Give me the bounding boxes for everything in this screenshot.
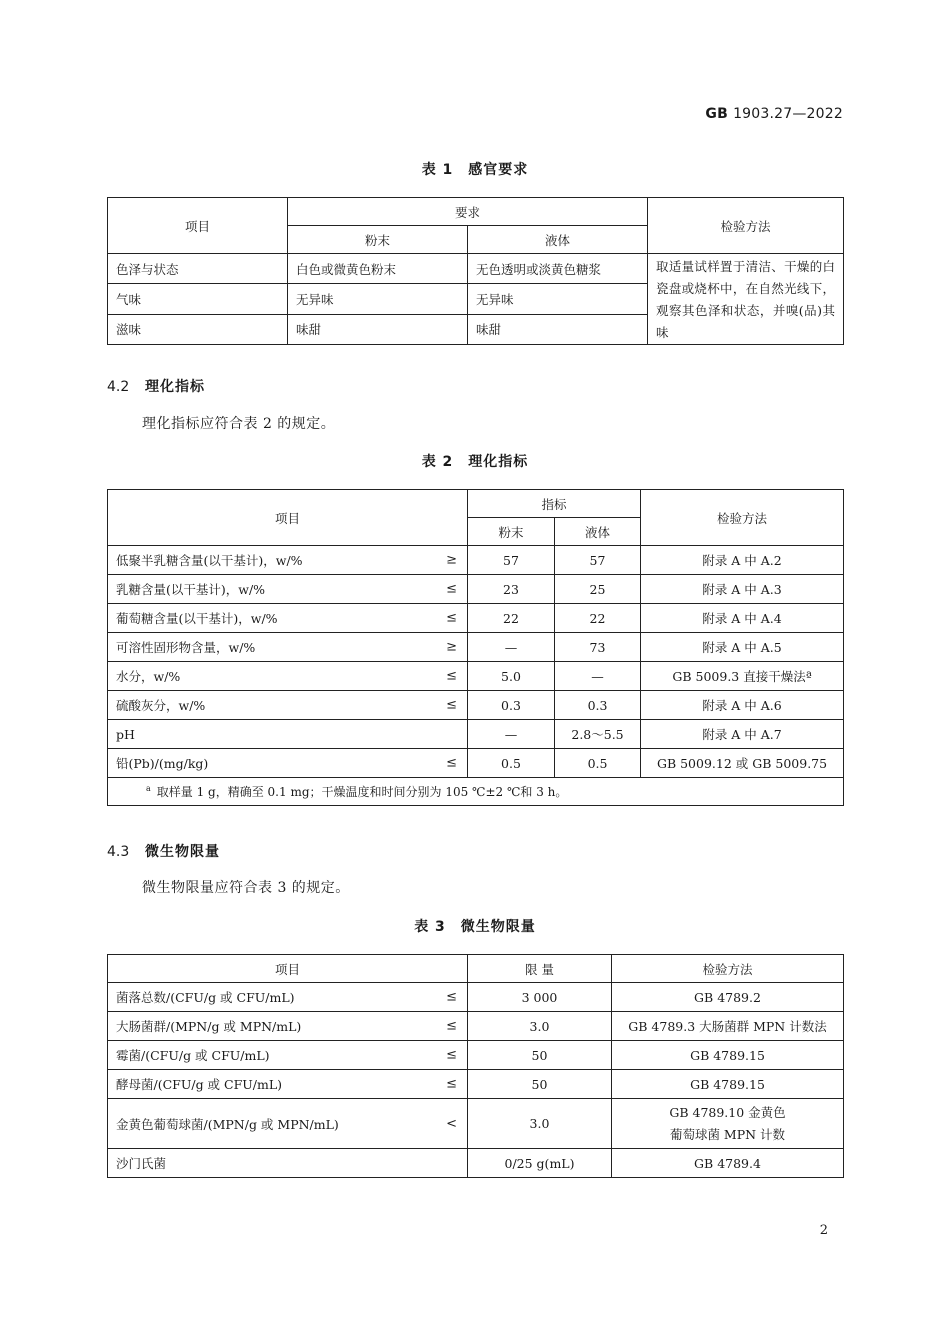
comparison-symbol: ≤ (446, 1047, 457, 1063)
t1-cell-item: 气味 (108, 284, 288, 314)
t3-cell-item: 酵母菌/(CFU/g 或 CFU/mL) (116, 1077, 283, 1092)
t1-head-powder: 粉末 (288, 226, 468, 254)
t1-head-item: 项目 (108, 198, 288, 254)
comparison-symbol: ≤ (446, 697, 457, 713)
table-row (108, 662, 844, 691)
t2-cell-item: 硫酸灰分，w/% (116, 698, 206, 713)
table-row (108, 749, 844, 778)
t2-head-index: 指标 (468, 490, 641, 518)
table-row (108, 546, 844, 575)
t2-cell-item: 乳糖含量(以干基计)，w/% (116, 582, 266, 597)
table3-caption: 表 3 微生物限量 (414, 919, 536, 935)
t1-cell-liquid: 无异味 (468, 284, 648, 314)
t2-cell-method: 附录 A 中 A.7 (641, 720, 844, 749)
t3-cell-item: 大肠菌群/(MPN/g 或 MPN/mL) (116, 1019, 302, 1034)
table3-microbial (107, 954, 844, 1178)
t3-cell-item: 沙门氏菌 (116, 1156, 167, 1171)
table-row (108, 1070, 844, 1099)
t3-cell-method: GB 4789.2 (612, 983, 844, 1012)
t2-head-powder: 粉末 (468, 518, 555, 546)
comparison-symbol: < (446, 1116, 457, 1131)
t3-head-item: 项目 (108, 955, 468, 983)
table-row (108, 1149, 844, 1178)
t2-cell-powder: 0.3 (468, 691, 555, 720)
t2-cell-method: 附录 A 中 A.6 (641, 691, 844, 720)
t2-cell-liquid: — (555, 662, 641, 691)
t3-cell-method: GB 4789.3 大肠菌群 MPN 计数法 (612, 1012, 844, 1041)
t2-cell-method: 附录 A 中 A.2 (641, 546, 844, 575)
comparison-symbol: ≥ (446, 639, 457, 655)
t2-cell-powder: — (468, 633, 555, 662)
table2-caption: 表 2 理化指标 (421, 454, 529, 470)
table-row (108, 983, 844, 1012)
t2-cell-item: 铅(Pb)/(mg/kg) (116, 756, 209, 771)
section-number: 4.2 (107, 379, 130, 395)
comparison-symbol: ≤ (446, 668, 457, 684)
t1-head-method: 检验方法 (648, 198, 844, 254)
t2-cell-powder: 23 (468, 575, 555, 604)
t1-cell-liquid: 无色透明或淡黄色糖浆 (468, 254, 648, 284)
table-row (108, 720, 844, 749)
standard-header (705, 106, 843, 122)
t3-cell-method: GB 4789.4 (612, 1149, 844, 1178)
t2-cell-powder: 0.5 (468, 749, 555, 778)
t2-cell-liquid: 25 (555, 575, 641, 604)
t2-cell-liquid: 57 (555, 546, 641, 575)
t3-cell-limit: 3 000 (468, 983, 612, 1012)
t1-head-requirement: 要求 (288, 198, 648, 226)
t3-cell-limit: 0/25 g(mL) (468, 1149, 612, 1178)
t2-head-item: 项目 (108, 490, 468, 546)
t2-cell-item: 低聚半乳糖含量(以干基计)，w/% (116, 553, 303, 568)
t2-cell-item: 葡萄糖含量(以干基计)，w/% (116, 611, 278, 626)
method-line-1: GB 4789.10 金黄色 (669, 1104, 786, 1120)
t3-cell-item: 霉菌/(CFU/g 或 CFU/mL) (116, 1048, 270, 1063)
comparison-symbol: ≤ (446, 755, 457, 771)
table-row (108, 1012, 844, 1041)
section-title: 微生物限量 (145, 844, 220, 860)
t2-cell-method: 附录 A 中 A.4 (641, 604, 844, 633)
comparison-symbol: ≤ (446, 1018, 457, 1034)
comparison-symbol: ≤ (446, 581, 457, 597)
t2-cell-powder: 57 (468, 546, 555, 575)
table-row (108, 1099, 844, 1149)
section-title: 理化指标 (145, 379, 205, 395)
t1-head-liquid: 液体 (468, 226, 648, 254)
standard-prefix: GB (705, 106, 728, 122)
t1-cell-powder: 白色或微黄色粉末 (288, 254, 468, 284)
table-row (108, 691, 844, 720)
t2-cell-item: 可溶性固形物含量，w/% (116, 640, 256, 655)
t2-cell-liquid: 22 (555, 604, 641, 633)
section-4-2-text: 理化指标应符合表 2 的规定。 (142, 416, 336, 432)
section-4-2-heading (107, 376, 205, 396)
t3-cell-item: 金黄色葡萄球菌/(MPN/g 或 MPN/mL) (116, 1116, 339, 1132)
t2-head-liquid: 液体 (555, 518, 641, 546)
t2-head-method: 检验方法 (641, 490, 844, 546)
t3-cell-limit: 50 (468, 1070, 612, 1099)
page-number: 2 (819, 1223, 828, 1238)
t2-cell-method: 附录 A 中 A.5 (641, 633, 844, 662)
section-4-3-text: 微生物限量应符合表 3 的规定。 (142, 880, 350, 896)
t2-cell-method: 附录 A 中 A.3 (641, 575, 844, 604)
t2-cell-powder: 5.0 (468, 662, 555, 691)
standard-number: 1903.27—2022 (733, 106, 843, 122)
t1-cell-powder: 无异味 (288, 284, 468, 314)
t2-cell-liquid: 0.5 (555, 749, 641, 778)
table-row (108, 604, 844, 633)
footnote-mark: a (146, 784, 151, 793)
t2-cell-item: 水分，w/% (116, 669, 181, 684)
t2-footnote (108, 778, 844, 806)
comparison-symbol: ≤ (446, 610, 457, 626)
comparison-symbol: ≤ (446, 989, 457, 1005)
t1-cell-item: 滋味 (108, 314, 288, 344)
t3-cell-method: GB 4789.15 (612, 1070, 844, 1099)
t3-cell-limit: 3.0 (468, 1012, 612, 1041)
t3-head-method: 检验方法 (612, 955, 844, 983)
table-row (108, 1041, 844, 1070)
t1-cell-item: 色泽与状态 (108, 254, 288, 284)
t3-cell-item: 菌落总数/(CFU/g 或 CFU/mL) (116, 990, 295, 1005)
comparison-symbol: ≥ (446, 552, 457, 568)
t1-cell-liquid: 味甜 (468, 314, 648, 344)
table1-sensory (107, 197, 844, 345)
t2-cell-method: GB 5009.12 或 GB 5009.75 (641, 749, 844, 778)
table-row (108, 575, 844, 604)
t3-cell-method (612, 1099, 844, 1149)
t3-cell-limit: 50 (468, 1041, 612, 1070)
t3-head-limit: 限 量 (468, 955, 612, 983)
t3-cell-method: GB 4789.15 (612, 1041, 844, 1070)
footnote-text: 取样量 1 g，精确至 0.1 mg；干燥温度和时间分别为 105 ℃±2 ℃和 3 h。 (156, 785, 568, 799)
t2-cell-powder: 22 (468, 604, 555, 633)
t2-cell-powder: — (468, 720, 555, 749)
t2-cell-liquid: 2.8～5.5 (555, 720, 641, 749)
section-number: 4.3 (107, 844, 130, 860)
t3-cell-limit: 3.0 (468, 1099, 612, 1149)
method-line-2: 葡萄球菌 MPN 计数 (669, 1126, 786, 1142)
t2-cell-method: GB 5009.3 直接干燥法ª (641, 662, 844, 691)
t1-cell-powder: 味甜 (288, 314, 468, 344)
t1-cell-method: 取适量试样置于清洁、干燥的白瓷盘或烧杯中，在自然光线下，观察其色泽和状态，并嗅(品)其味 (648, 254, 844, 345)
comparison-symbol: ≤ (446, 1076, 457, 1092)
section-4-3-heading (107, 841, 220, 861)
t2-cell-liquid: 0.3 (555, 691, 641, 720)
t2-cell-item: pH (116, 726, 135, 742)
t2-cell-liquid: 73 (555, 633, 641, 662)
table1-caption: 表 1 感官要求 (421, 162, 529, 178)
table-row (108, 633, 844, 662)
table-row (108, 254, 844, 284)
table2-physicochemical (107, 489, 844, 806)
